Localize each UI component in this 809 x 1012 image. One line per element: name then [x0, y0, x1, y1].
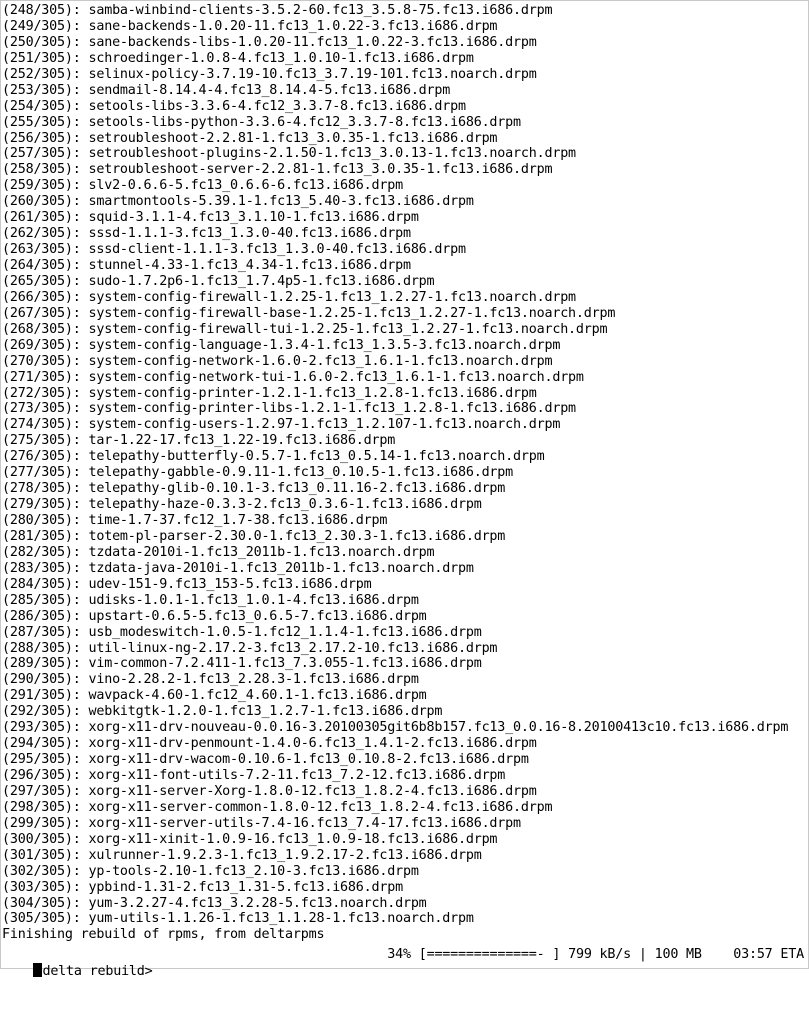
output-line: (253/305): sendmail-8.14.4-4.fc13_8.14.4-5.fc13.i686.drpm [2, 82, 451, 98]
status-label: delta rebuild> [42, 964, 153, 979]
output-line: (286/305): upstart-0.6.5-5.fc13_0.6.5-7.fc13.i686.drpm [2, 608, 427, 624]
output-line: (275/305): tar-1.22-17.fc13_1.22-19.fc13.i686.drpm [2, 433, 396, 449]
output-line: Finishing rebuild of rpms, from deltarpms [2, 927, 325, 943]
output-line: (300/305): xorg-x11-xinit-1.0.9-16.fc13_1.0.9-18.fc13.i686.drpm [2, 831, 498, 847]
output-line: (249/305): sane-backends-1.0.20-11.fc13_1.0.22-3.fc13.i686.drpm [2, 18, 498, 34]
output-line: (294/305): xorg-x11-drv-penmount-1.4.0-6.fc13_1.4.1-2.fc13.i686.drpm [2, 736, 537, 752]
output-line: (274/305): system-config-users-1.2.97-1.fc13_1.2.107-1.fc13.noarch.drpm [2, 417, 561, 433]
output-line: (288/305): util-linux-ng-2.17.2-3.fc13_2.17.2-10.fc13.i686.drpm [2, 640, 498, 656]
download-progress: 34% [==============- ] 799 kB/s | 100 MB 03:57 ETA [387, 947, 804, 962]
output-line: (255/305): setools-libs-python-3.3.6-4.fc12_3.3.7-8.fc13.i686.drpm [2, 114, 521, 130]
output-line: (277/305): telepathy-gabble-0.9.11-1.fc13_0.10.5-1.fc13.i686.drpm [2, 465, 514, 481]
output-line: (276/305): telepathy-butterfly-0.5.7-1.fc13_0.5.14-1.fc13.noarch.drpm [2, 449, 545, 465]
output-line: (302/305): yp-tools-2.10-1.fc13_2.10-3.fc13.i686.drpm [2, 863, 419, 879]
output-line: (305/305): yum-utils-1.1.26-1.fc13_1.1.28-1.fc13.noarch.drpm [2, 911, 474, 927]
output-line: (279/305): telepathy-haze-0.3.3-2.fc13_0.3.6-1.fc13.i686.drpm [2, 497, 482, 513]
output-line: (285/305): udisks-1.0.1-1.fc13_1.0.1-4.fc13.i686.drpm [2, 592, 419, 608]
output-line: (264/305): stunnel-4.33-1.fc13_4.34-1.fc13.i686.drpm [2, 258, 411, 273]
status-line [2, 947, 804, 979]
output-line: (292/305): webkitgtk-1.2.0-1.fc13_1.2.7-1.fc13.i686.drpm [2, 704, 443, 720]
output-line: (258/305): setroubleshoot-server-2.2.81-1.fc13_3.0.35-1.fc13.i686.drpm [2, 162, 553, 178]
output-line: (261/305): squid-3.1.1-4.fc13_3.1.10-1.fc13.i686.drpm [2, 210, 419, 226]
output-line: (262/305): sssd-1.1.1-3.fc13_1.3.0-40.fc13.i686.drpm [2, 226, 411, 242]
output-line: (293/305): xorg-x11-drv-nouveau-0.0.16-3.20100305git6b8b157.fc13_0.0.16-8.20100413c10.fc13.i686.drpm [2, 720, 789, 736]
output-line: (263/305): sssd-client-1.1.1-3.fc13_1.3.0-40.fc13.i686.drpm [2, 242, 466, 258]
output-line: (291/305): wavpack-4.60-1.fc12_4.60.1-1.fc13.i686.drpm [2, 688, 427, 704]
output-line: (250/305): sane-backends-libs-1.0.20-11.fc13_1.0.22-3.fc13.i686.drpm [2, 34, 537, 50]
output-line: (266/305): system-config-firewall-1.2.25-1.fc13_1.2.27-1.fc13.noarch.drpm [2, 289, 576, 305]
transfer-speed: 799 kB/s [568, 947, 632, 962]
output-line: (287/305): usb_modeswitch-1.0.5-1.fc12_1.1.4-1.fc13.i686.drpm [2, 624, 482, 640]
output-line: (280/305): time-1.7-37.fc12_1.7-38.fc13.i686.drpm [2, 513, 388, 528]
output-line: (256/305): setroubleshoot-2.2.81-1.fc13_3.0.35-1.fc13.i686.drpm [2, 130, 498, 146]
output-line: (260/305): smartmontools-5.39.1-1.fc13_5.40-3.fc13.i686.drpm [2, 194, 474, 210]
output-line: (284/305): udev-151-9.fc13_153-5.fc13.i686.drpm [2, 576, 372, 592]
output-line: (290/305): vino-2.28.2-1.fc13_2.28.3-1.fc13.i686.drpm [2, 672, 419, 688]
eta-value: 03:57 ETA [733, 947, 804, 962]
output-line: (269/305): system-config-language-1.3.4-1.fc13_1.3.5-3.fc13.noarch.drpm [2, 337, 561, 353]
output-line: (281/305): totem-pl-parser-2.30.0-1.fc13_2.30.3-1.fc13.i686.drpm [2, 528, 506, 544]
output-line: (254/305): setools-libs-3.3.6-4.fc12_3.3.7-8.fc13.i686.drpm [2, 98, 466, 114]
output-line: (298/305): xorg-x11-server-common-1.8.0-12.fc13_1.8.2-4.fc13.i686.drpm [2, 799, 553, 815]
output-line: (301/305): xulrunner-1.9.2.3-1.fc13_1.9.2.17-2.fc13.i686.drpm [2, 847, 482, 863]
output-line: (304/305): yum-3.2.27-4.fc13_3.2.28-5.fc13.noarch.drpm [2, 895, 427, 911]
output-line: (248/305): samba-winbind-clients-3.5.2-60.fc13_3.5.8-75.fc13.i686.drpm [2, 3, 553, 18]
output-line: (272/305): system-config-printer-1.2.1-1.fc13_1.2.8-1.fc13.i686.drpm [2, 385, 537, 401]
output-line: (303/305): ypbind-1.31-2.fc13_1.31-5.fc13.i686.drpm [2, 879, 403, 895]
output-line: (267/305): system-config-firewall-base-1.2.25-1.fc13_1.2.27-1.fc13.noarch.drpm [2, 305, 616, 321]
progress-percent: 34% [387, 947, 411, 962]
output-line: (268/305): system-config-firewall-tui-1.2.25-1.fc13_1.2.27-1.fc13.noarch.drpm [2, 321, 608, 337]
output-line: (299/305): xorg-x11-server-utils-7.4-16.fc13_7.4-17.fc13.i686.drpm [2, 815, 521, 831]
output-line: (289/305): vim-common-7.2.411-1.fc13_7.3.055-1.fc13.i686.drpm [2, 656, 482, 672]
output-line: (252/305): selinux-policy-3.7.19-10.fc13_3.7.19-101.fc13.noarch.drpm [2, 66, 537, 82]
output-line: (270/305): system-config-network-1.6.0-2.fc13_1.6.1-1.fc13.noarch.drpm [2, 353, 553, 369]
output-line: (273/305): system-config-printer-libs-1.2.1-1.fc13_1.2.8-1.fc13.i686.drpm [2, 401, 576, 417]
progress-bar: [==============- ] [418, 947, 561, 962]
output-line: (283/305): tzdata-java-2010i-1.fc13_2011b-1.fc13.noarch.drpm [2, 560, 474, 576]
output-line: (278/305): telepathy-glib-0.10.1-3.fc13_0.11.16-2.fc13.i686.drpm [2, 481, 506, 497]
terminal-output [2, 3, 804, 943]
output-line: (282/305): tzdata-2010i-1.fc13_2011b-1.fc13.noarch.drpm [2, 544, 435, 560]
output-line: (259/305): slv2-0.6.6-5.fc13_0.6.6-6.fc13.i686.drpm [2, 178, 403, 194]
output-line: (295/305): xorg-x11-drv-wacom-0.10.6-1.fc13_0.10.8-2.fc13.i686.drpm [2, 752, 529, 768]
output-line: (257/305): setroubleshoot-plugins-2.1.50-1.fc13_3.0.13-1.fc13.noarch.drpm [2, 146, 576, 162]
output-line: (251/305): schroedinger-1.0.8-4.fc13_1.0.10-1.fc13.i686.drpm [2, 50, 474, 66]
output-line: (296/305): xorg-x11-font-utils-7.2-11.fc13_7.2-12.fc13.i686.drpm [2, 768, 506, 783]
download-size: 100 MB [654, 947, 702, 962]
output-line: (297/305): xorg-x11-server-Xorg-1.8.0-12.fc13_1.8.2-4.fc13.i686.drpm [2, 783, 537, 799]
output-line: (271/305): system-config-network-tui-1.6.0-2.fc13_1.6.1-1.fc13.noarch.drpm [2, 369, 584, 385]
output-line: (265/305): sudo-1.7.2p6-1.fc13_1.7.4p5-1.fc13.i686.drpm [2, 273, 435, 289]
